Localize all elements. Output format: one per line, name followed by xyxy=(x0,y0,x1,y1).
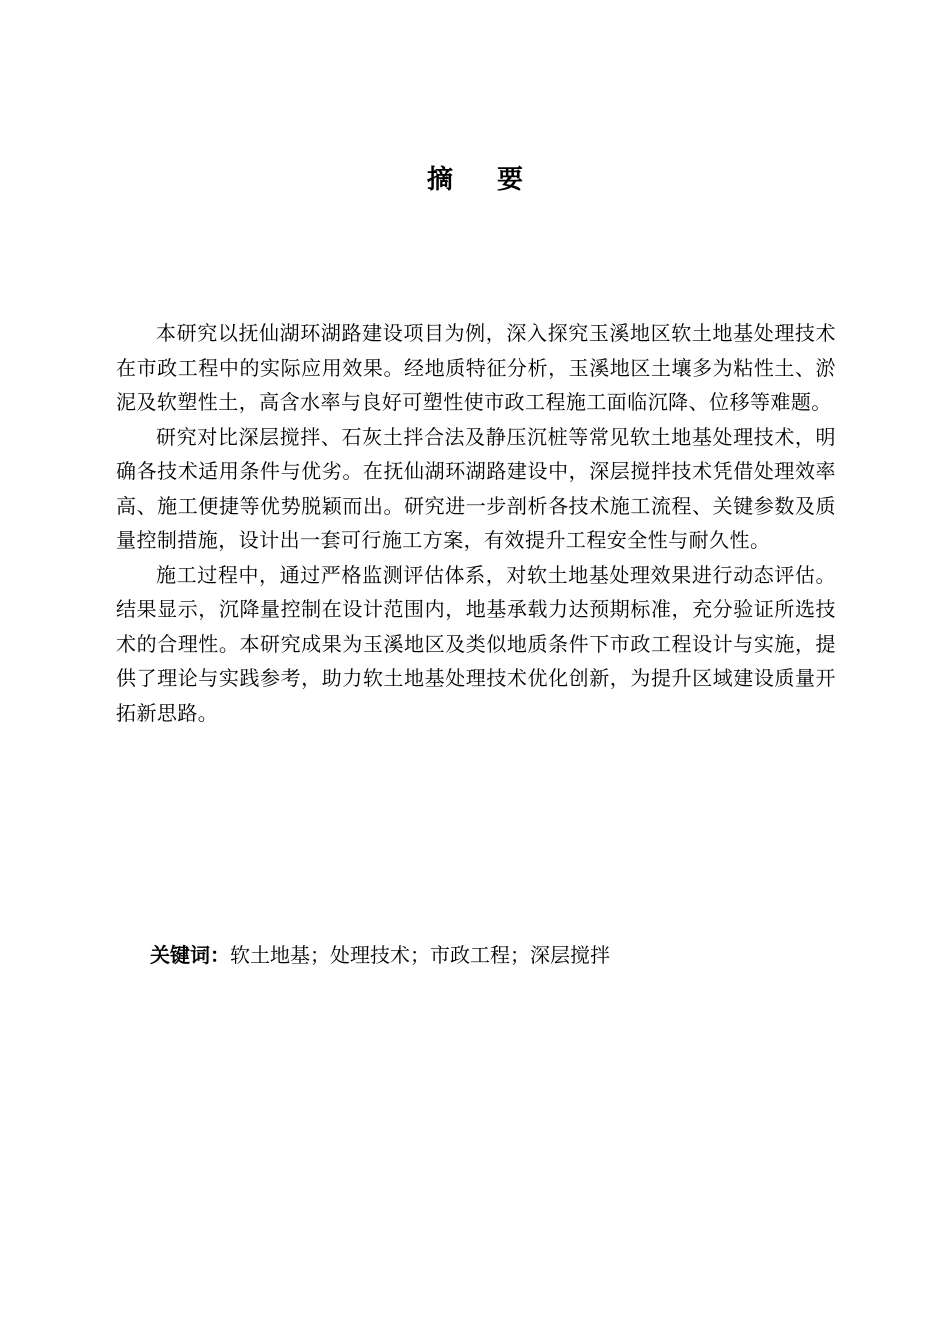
keywords-label: 关键词： xyxy=(150,943,230,967)
title-char-1: 摘 xyxy=(426,165,453,195)
abstract-paragraph: 施工过程中，通过严格监测评估体系，对软土地基处理效果进行动态评估。结果显示，沉降量控制在设计范围内，地基承载力达预期标准，充分验证所选技术的合理性。本研究成果为玉溪地区及类似地质条件下市政工程设计与实施，提供了理论与实践参考，助力软土地基处理技术优化创新，为提升区域建设质量开拓新思路。 xyxy=(116,562,836,725)
abstract-paragraph: 本研究以抚仙湖环湖路建设项目为例，深入探究玉溪地区软土地基处理技术在市政工程中的实际应用效果。经地质特征分析，玉溪地区土壤多为粘性土、淤泥及软塑性土，高含水率与良好可塑性使市政工程施工面临沉降、位移等难题。 xyxy=(116,321,836,414)
keywords-line xyxy=(150,938,830,972)
abstract-body xyxy=(116,316,836,730)
abstract-paragraph: 研究对比深层搅拌、石灰土拌合法及静压沉桩等常见软土地基处理技术，明确各技术适用条件与优劣。在抚仙湖环湖路建设中，深层搅拌技术凭借处理效率高、施工便捷等优势脱颖而出。研究进一步剖析各技术施工流程、关键参数及质量控制措施，设计出一套可行施工方案，有效提升工程安全性与耐久性。 xyxy=(116,424,836,552)
keywords-text: 软土地基；处理技术；市政工程；深层搅拌 xyxy=(230,943,610,967)
page-title xyxy=(0,160,950,200)
title-char-2: 要 xyxy=(497,165,524,195)
